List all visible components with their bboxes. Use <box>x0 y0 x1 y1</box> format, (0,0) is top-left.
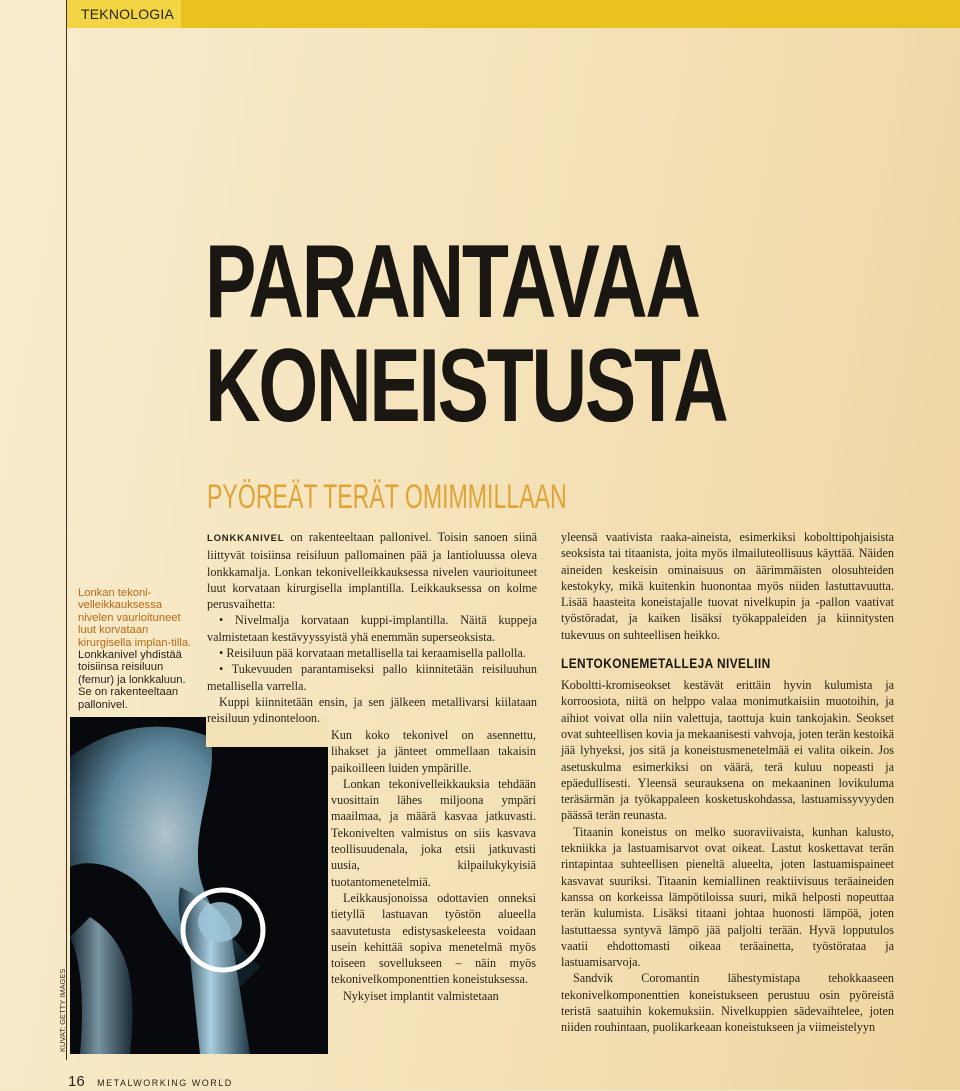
section-header-bar <box>67 0 960 28</box>
paragraph: Lonkan tekonivelleikkauksia tehdään vuosittain lähes miljoona ympäri maailmaa, ja määrä kasvaa jatkuvasti. Tekonivelten valmistus on siis kasvava teollisuudenala, joka etsii jatkuvasti uusia, kilpailukykyisiä tuotantomenetelmiä. <box>331 776 536 889</box>
paragraph: on rakenteeltaan pallonivel. Toisin sanoen siinä liittyvät toisiinsa reisiluun pallomainen pää ja lantioluussa oleva lonkkamalja. Lonkan tekonivelleikkauksessa nivelen vaurioituneet luut korvataan kirurgisella implantilla. Leikkauksessa on kolme perusvaihetta: <box>207 530 537 612</box>
paragraph: Kun koko tekonivel on asennettu, lihakset ja jänteet ommellaan takaisin paikoilleen luiden ympärille. <box>331 728 536 775</box>
article-title <box>205 224 753 444</box>
article-column-2 <box>561 529 894 1036</box>
bullet-item: • Tukevuuden parantamiseksi pallo kiinnitetään reisiluuhun metallisella varrella. <box>207 662 537 693</box>
bullet-item: • Reisiluun pää korvataan metallisella tai keraamisella pallolla. <box>219 646 526 661</box>
hip-bone-illustration <box>70 717 328 1054</box>
paragraph: Leikkausjonoissa odottavien onneksi tietyllä lastuavan työstön alueella saavutetusta edistysaskeleesta voidaan usein kehittää sopiva menetelmä myös toiseen sovellukseen – näin myös tekonivelkomponenttien koneistuksessa. <box>331 890 536 987</box>
caption-highlight: Lonkan tekoni-velleikkauksessa nivelen vaurioituneet luut korvataan kirurgisella implan-tilla. <box>78 587 192 649</box>
paragraph: Sandvik Coromantin lähestymistapa tehokkaaseen tekonivelkomponenttien koneistukseen perustuu osin pyöreistä teristä saatuihin kokemuksiin. Nivelkuppien sädevaihtelee, joten niiden rouhintaan, puolikarkeaan koneistukseen ja viimeistelyyn <box>561 971 894 1035</box>
paragraph: Kuppi kiinnitetään ensin, ja sen jälkeen metallivarsi kiilataan reisiluun ydinonteloon. <box>207 694 537 726</box>
page-number: 16 <box>68 1073 85 1090</box>
section-tag: TEKNOLOGIA <box>67 0 181 28</box>
article-subtitle: PYÖREÄT TERÄT OMIMMILLAAN <box>207 478 567 516</box>
publication-name: METALWORKING WORLD <box>97 1078 233 1088</box>
article-column-1-top <box>207 529 537 727</box>
paragraph: Nykyiset implantit valmistetaan <box>343 988 499 1003</box>
image-caption <box>78 587 198 711</box>
hip-xray-image <box>70 717 328 1054</box>
page-footer <box>68 1073 233 1091</box>
section-heading: LENTOKONEMETALLEJA NIVELIIN <box>561 655 771 672</box>
photo-credit: KUVAT: GETTY IMAGES <box>58 968 67 1052</box>
title-line-1: PARANTAVAA <box>205 224 699 340</box>
article-column-1-bottom <box>331 727 536 1004</box>
bullet-item: • Nivelmalja korvataan kuppi-implantilla. Näitä kuppeja valmistetaan kestävyyssyistä yhä enemmän superseoksista. <box>207 613 537 644</box>
paragraph: yleensä vaativista raaka-aineista, esimerkiksi kobolttipohjaisista seoksista tai titaanista, joita myös ilmailuteollisuus käyttää. Näiden aineiden keskeisin ominaisuus on äärimmäisten olosuhteiden kestokyky, mikä kuitenkin huonontaa myös niiden lastuttavuutta. Lisää haasteita koneistajalle tuovat nivelkupin ja -pallon vaativat työstöradat, ja kaiken lisäksi työkappaleiden ja kiinnitysten tukevuus on suhteellisen heikko. <box>561 530 894 642</box>
lead-label: LONKKANIVEL <box>207 533 285 544</box>
title-line-2: KONEISTUSTA <box>205 328 727 444</box>
paragraph: Koboltti-kromiseokset kestävät erittäin hyvin kulumista ja korroosiota, niitä on helppo valaa monimutkaisiin muotoihin, ja aihiot voivat olla niin valettuja, taottuja kuin tankojakin. Seokset ovat suhteellisen kovia ja mekaanisesti vahvoja, joten terän kestoikä jää lyhyeksi, jos sitä ja koneistusmenetelmää ei valita oikein. Jos asetuskulma esimerkiksi on väärä, terä kuluu nopeasti ja epäedullisesti. Yleensä seurauksena on mekaaninen lovikuluma teräsärmän ja työkappaleen kosketuskohdassa, lastuamissyvyyden päässä terän reunasta. <box>561 678 894 823</box>
margin-rule <box>66 0 67 1060</box>
caption-text: Lonkkanivel yhdistää toisiinsa reisiluun (femur) ja lonkkaluun. Se on rakenteeltaan pallonivel. <box>78 649 186 711</box>
paragraph: Titaanin koneistus on melko suoraviivaista, kunhan kalusto, tekniikka ja lastuamisarvot ovat oikeat. Lastut koskettavat terän rintapintaa suhteellisen pieneltä alueelta, joten lastuamispaineet kasvavat suuriksi. Titaanin kemiallinen reaktiivisuus teräaineiden kanssa on korkeissa lämpötiloissa suuri, mikä helposti nopeuttaa terän kulumista. Lisäksi titaani johtaa huonosti lämpöä, joten lastuttaessa syntyvä lämpö jää paljolti terään. Hyvä lopputulos vaatii ehdottomasti oikeaa teräainetta, työstörataa ja lastuamisarvoja. <box>561 824 894 970</box>
